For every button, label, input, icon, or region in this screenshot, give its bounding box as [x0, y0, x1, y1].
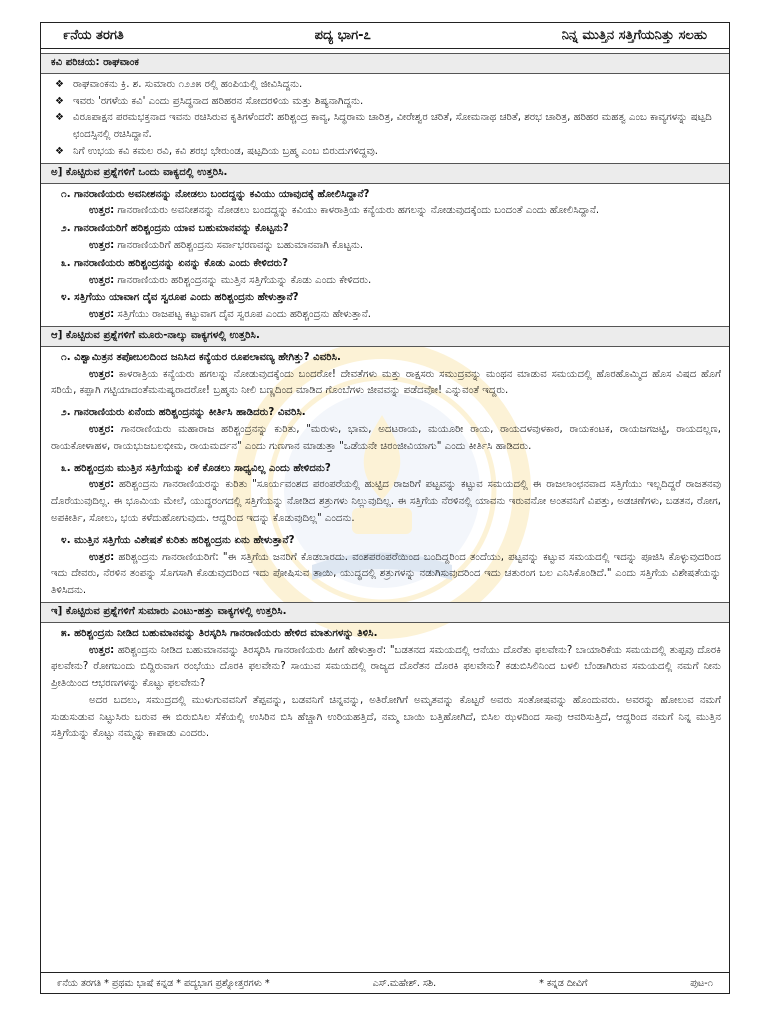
answer [51, 238, 721, 255]
answer-text: ಹರಿಶ್ಚಂದ್ರನು ಗಾನರಾಣಿಯರಿಗೆ: "ಈ ಸತ್ತಿಗೆಯ ಜನರಿಗೆ ಕೊಡಬಾರದು. ವಂಶಪರಂಪರೆಯಿಂದ ಬಂದಿದ್ದರಿಂದ ತಂದೆಯು, ಪಟ್ಟವನ್ನು ಕಟ್ಟುವ ಸಮಯದಲ್ಲಿ ಇದನ್ನು ಪೂಜಿಸಿ ಕೊಳ್ಳುವುದರಿಂದ ಇದು ದೇವರು, ನೆರಳಿನ ತಂಪನ್ನು ಸೊಗಸಾಗಿ ಕೊಡುವುದರಿಂದ ಇದು ಪೋಷಿಸುವ ತಾಯಿ, ಯುದ್ಧದಲ್ಲಿ ಶತ್ರುಗಳನ್ನು ನಡುಗಿಸುವುದರಿಂದ ಇದು ಚತುರಂಗ ಬಲ ಎನಿಸಿಕೊಂಡಿದೆ." ಎಂದು ಸತ್ತಿಗೆಯ ವಿಶೇಷತೆಯನ್ನು ತಿಳಿಸಿದನು. [51, 551, 721, 597]
question: ೩. ಗಾನರಾಣಿಯರು ಹರಿಶ್ಚಂದ್ರನನ್ನು ಏನನ್ನು ಕೊಡು ಎಂದು ಕೇಳಿದರು? [61, 257, 289, 269]
page-content [41, 49, 729, 743]
answer [51, 550, 721, 600]
lesson-title: ನಿನ್ನ ಮುತ್ತಿನ ಸತ್ತಿಗೆಯನಿತ್ತು ಸಲಹು [561, 28, 707, 43]
poet-point: ❖ ರಾಘವಾಂಕನು ಕ್ರಿ. ಶ. ಸುಮಾರು ೧೨೨೫ ರಲ್ಲಿ ಹಂಪಿಯಲ್ಲಿ ಜೀವಿಸಿದ್ದನು. [51, 77, 721, 94]
question: ೧. ಗಾನರಾಣಿಯರು ಅವನೀಶನನ್ನು ನೋಡಲು ಬಂದದ್ದನ್ನು ಕವಿಯು ಯಾವುದಕ್ಕೆ ಹೋಲಿಸಿದ್ದಾನೆ? [61, 188, 370, 200]
section-c-heading: ಇ] ಕೊಟ್ಟಿರುವ ಪ್ರಶ್ನೆಗಳಿಗೆ ಸುಮಾರು ಎಂಟು-ಹತ್ತು ವಾಕ್ಯಗಳಲ್ಲಿ ಉತ್ತರಿಸಿ. [41, 602, 729, 623]
answer [51, 477, 721, 527]
class-title: ೯ನೆಯ ತರಗತಿ [63, 28, 124, 43]
answer-label: ಉತ್ತರ: [89, 205, 115, 217]
answer-text: ಗಾನರಾಣಿಯರು ಮಹಾರಾಜ ಹರಿಶ್ಚಂದ್ರನನ್ನು ಕುರಿತು, "ಮರುಳು, ಭಾಮ, ಅದಟರಾಯ, ಮಯೂರೀ ರಾಯ, ರಾಯದಳವುಳಕಾರ, ರಾಯಕಂಟಕ, ರಾಯಜಗಜಟ್ಟಿ, ರಾಯದಲ್ಲಣ, ರಾಯಕೋಳಾಹಳ, ರಾಯಭುಜಬಲಭೀಮ, ರಾಯಮರ್ದನ" ಎಂದು ಗುಣಗಾನ ಮಾಡುತ್ತಾ "ಒಡೆಯನೇ ಚಿರಂಜೀವಿಯಾಗು" ಎಂದು ಕೀರ್ತಿಸಿ ಹಾಡಿದರು. [51, 423, 721, 452]
answer [51, 643, 721, 693]
question: ೫. ಹರಿಶ್ಚಂದ್ರನು ನೀಡಿದ ಬಹುಮಾನವನ್ನು ತಿರಸ್ಕರಿಸಿ ಗಾನರಾಣಿಯರು ಹೇಳಿದ ಮಾತುಗಳನ್ನು ತಿಳಿಸಿ. [61, 627, 378, 639]
answer [51, 367, 721, 401]
answer-label: ಉತ್ತರ: [89, 368, 115, 380]
answer [51, 307, 721, 324]
page-footer [41, 972, 729, 993]
answer-label: ಉತ್ತರ: [89, 479, 115, 491]
answer-label: ಉತ್ತರ: [89, 423, 115, 435]
worksheet-page [40, 22, 730, 994]
answer-text: ಹರಿಶ್ಚಂದ್ರನು ಗಾನರಾಣಿಯರನ್ನು ಕುರಿತು "ಸೂರ್ಯವಂಶದ ಪರಂಪರೆಯಲ್ಲಿ ಹುಟ್ಟಿದ ರಾಜರಿಗೆ ಪಟ್ಟವನ್ನು ಕಟ್ಟುವ ಸಮಯದಲ್ಲಿ ಈ ರಾಜಲಾಂಛನವಾದ ಸತ್ತಿಗೆಯು ಇಲ್ಲದಿದ್ದರೆ ರಾಜತನವು ದೊರೆಯುವುದಿಲ್ಲ. ಈ ಭೂಮಿಯ ಮೇಲೆ, ಯುದ್ಧರಂಗದಲ್ಲಿ ಸತ್ತಿಗೆಯನ್ನು ನೋಡಿದ ಶತ್ರುಗಳು ನಿಲ್ಲುವುದಿಲ್ಲ. ಈ ಸತ್ತಿಗೆಯ ನೆರಳಿನಲ್ಲಿ ಯಾವನು ಇರುವನೋ ಅಂತವನಿಗೆ ವಿಪತ್ತು, ಅಡಚಣೆಗಳು, ಬಡತನ, ರೋಗ, ಅಪಕೀರ್ತಿ, ಸೋಲು, ಭಯ ಕಳೆದುಹೋಗುವುದು. ಆದ್ದರಿಂದ ಇದನ್ನು ಕೊಡುವುದಿಲ್ಲ" ಎಂದನು. [51, 479, 721, 524]
answer-label: ಉತ್ತರ: [89, 551, 115, 563]
answer-text: ಕಾಳರಾತ್ರಿಯ ಕನ್ಯೆಯರು ಹಗಲನ್ನು ನೋಡುವುದಕ್ಕೆಂದು ಬಂದರೋ! ದೇವತೆಗಳು ಮತ್ತು ರಾಕ್ಷಸರು ಸಮುದ್ರವನ್ನು ಮಂಥನ ಮಾಡುವ ಸಮಯದಲ್ಲಿ ಹೊರಹೊಮ್ಮಿದ ಹೊಸ ವಿಷದ ಹೊಗೆ ಸರಿಯೆ, ಕಪ್ಪಾಗಿ ಗಟ್ಟಿಯಾದಂತೆಮನುಷ್ಯರಾದರೋ! ಬ್ರಹ್ಮನು ನೀಲಿ ಬಣ್ಣದಿಂದ ಮಾಡಿದ ಗೊಂಬೆಗಳು ಜೀವವನ್ನು ಪಡೆದವೋ! ಎನ್ನುವಂತೆ ಇದ್ದರು. [51, 368, 721, 397]
question: ೪. ಮುತ್ತಿನ ಸತ್ತಿಗೆಯ ವಿಶೇಷತೆ ಕುರಿತು ಹರಿಶ್ಚಂದ್ರನು ಏನು ಹೇಳುತ್ತಾನೆ? [61, 534, 295, 546]
footer-author: ಎಸ್.ಮಹೇಶ್. ಸಶಿ. [372, 977, 437, 989]
question: ೨. ಗಾನರಾಣಿಯರಿಗೆ ಹರಿಶ್ಚಂದ್ರನು ಯಾವ ಬಹುಮಾನವನ್ನು ಕೊಟ್ಟನು? [61, 223, 289, 235]
answer-label: ಉತ್ತರ: [89, 274, 115, 286]
poet-point: ❖ ನಿಗೆ ಉಭಯ ಕವಿ ಕಮಲ ರವಿ, ಕವಿ ಶರಭ ಭೇರುಂಡ, ಷಟ್ಪದಿಯ ಬ್ರಹ್ಮ ಎಂಬ ಬಿರುದುಗಳಿದ್ದವು. [51, 144, 721, 161]
answer-text: ಸತ್ತಿಗೆಯು ರಾಜಪಟ್ಟ ಕಟ್ಟುವಾಗ ದೈವ ಸ್ವರೂಪ ಎಂದು ಹರಿಶ್ಚಂದ್ರನು ಹೇಳುತ್ತಾನೆ. [117, 309, 372, 321]
poet-point: ❖ ಇವರು 'ರಗಳೆಯ ಕವಿ' ಎಂದು ಪ್ರಸಿದ್ಧನಾದ ಹರಿಹರನ ಸೋದರಳಿಯ ಮತ್ತು ಶಿಷ್ಯನಾಗಿದ್ದನು. [51, 94, 721, 111]
answer-text: ಗಾನರಾಣಿಯರಿಗೆ ಹರಿಶ್ಚಂದ್ರನು ಸರ್ವಾಭರಣವನ್ನು ಬಹುಮಾನವಾಗಿ ಕೊಟ್ಟನು. [117, 239, 364, 251]
answer [51, 203, 721, 220]
answer [51, 422, 721, 456]
footer-page-number: ಪುಟ-೧ [690, 977, 713, 989]
page-header [41, 23, 729, 49]
answer [51, 273, 721, 290]
question: ೧. ವಿಶ್ವಾಮಿತ್ರನ ತಪೋಬಲದಿಂದ ಜನಿಸಿದ ಕನ್ಯೆಯರ ರೂಪಲಾವಣ್ಯ ಹೇಗಿತ್ತು? ವಿವರಿಸಿ. [61, 351, 341, 363]
answer-text: ಹರಿಶ್ಚಂದ್ರನು ನೀಡಿದ ಬಹುಮಾನವನ್ನು ತಿರಸ್ಕರಿಸಿ ಗಾನರಾಣಿಯರು ಹೀಗೆ ಹೇಳುತ್ತಾರೆ: "ಬಡತನದ ಸಮಯದಲ್ಲಿ ಆನೆಯು ದೊರೆತು ಫಲವೇನು? ಬಾಯಾರಿಕೆಯ ಸಮಯದಲ್ಲಿ ತುಪ್ಪವು ದೊರಕಿ ಫಲವೇನು? ರೋಗಬಂದು ಬಿದ್ದಿರುವಾಗ ರಂಭೆಯು ದೊರಕಿ ಫಲವೇನು? ಸಾಯುವ ಸಮಯದಲ್ಲಿ ರಾಜ್ಯದ ದೊರೆತನ ದೊರಕಿ ಫಲವೇನು? ಕಡುಬಿಸಿಲಿನಿಂದ ಬಳಲಿ ಬೆಂಡಾಗಿರುವ ಸಮಯದಲ್ಲಿ ನಮಗೆ ನೀನು ಪ್ರೀತಿಯಿಂದ ಆಭರಣಗಳನ್ನು ಕೊಟ್ಟು ಫಲವೇನು? [51, 644, 721, 690]
poet-intro-heading: ಕವಿ ಪರಿಚಯ: ರಾಘವಾಂಕ [41, 53, 729, 74]
section-a-heading: ಅ] ಕೊಟ್ಟಿರುವ ಪ್ರಶ್ನೆಗಳಿಗೆ ಒಂದು ವಾಕ್ಯದಲ್ಲಿ ಉತ್ತರಿಸಿ. [41, 163, 729, 184]
footer-blog: * ಕನ್ನಡ ದೀವಿಗೆ [539, 977, 588, 989]
answer-text: ಗಾನರಾಣಿಯರು ಅವನೀಶನನ್ನು ನೋಡಲು ಬಂದದ್ದನ್ನು ಕವಿಯು ಕಾಳರಾತ್ರಿಯ ಕನ್ಯೆಯರು ಹಗಲನ್ನು ನೋಡುವುದಕ್ಕೆಂದು ಬಂದಂತೆ ಎಂದು ಹೋಲಿಸಿದ್ದಾನೆ. [117, 205, 600, 217]
answer-label: ಉತ್ತರ: [89, 644, 115, 656]
section-b-heading: ಆ] ಕೊಟ್ಟಿರುವ ಪ್ರಶ್ನೆಗಳಿಗೆ ಮೂರು-ನಾಲ್ಕು ವಾಕ್ಯಗಳಲ್ಲಿ ಉತ್ತರಿಸಿ. [41, 326, 729, 347]
answer-label: ಉತ್ತರ: [89, 239, 115, 251]
question: ೪. ಸತ್ತಿಗೆಯು ಯಾವಾಗ ದೈವ ಸ್ವರೂಪ ಎಂದು ಹರಿಶ್ಚಂದ್ರನು ಹೇಳುತ್ತಾನೆ? [61, 292, 299, 304]
answer-label: ಉತ್ತರ: [89, 309, 115, 321]
question: ೩. ಹರಿಶ್ಚಂದ್ರನು ಮುತ್ತಿನ ಸತ್ತಿಗೆಯನ್ನು ಏಕೆ ಕೊಡಲು ಸಾಧ್ಯವಿಲ್ಲ ಎಂದು ಹೇಳಿದನು? [61, 462, 331, 474]
answer-text: ಗಾನರಾಣಿಯರು ಹರಿಶ್ಚಂದ್ರನನ್ನು ಮುತ್ತಿನ ಸತ್ತಿಗೆಯನ್ನು ಕೊಡು ಎಂದು ಕೇಳಿದರು. [117, 274, 372, 286]
poet-point: ❖ ವಿರೂಪಾಕ್ಷನ ಪರಮಭಕ್ತನಾದ ಇವನು ರಚಿಸಿರುವ ಕೃತಿಗಳೆಂದರೆ: ಹರಿಶ್ಚಂದ್ರ ಕಾವ್ಯ, ಸಿದ್ಧರಾಮ ಚಾರಿತ್ರ, ವೀರೇಶ್ವರ ಚರಿತೆ, ಸೋಮನಾಥ ಚರಿತೆ, ಶರಭ ಚಾರಿತ್ರ, ಹರಿಹರ ಮಹತ್ವ ಎಂಬ ಕಾವ್ಯಗಳನ್ನು ಷಟ್ಪದಿ ಛಂದಸ್ಸಿನಲ್ಲಿ ರಚಿಸಿದ್ದಾನೆ. [51, 110, 721, 144]
answer-continued: ಅದರ ಬದಲು, ಸಮುದ್ರದಲ್ಲಿ ಮುಳುಗುವವನಿಗೆ ತೆಪ್ಪವನ್ನು, ಬಡವನಿಗೆ ಚಿನ್ನವನ್ನು, ಅತಿರೋಗಿಗೆ ಅಮೃತವನ್ನು ಕೊಟ್ಟರೆ ಅವರು ಸಂತೋಷವನ್ನು ಹೊಂದುವರು. ಅವರನ್ನು ಹೋಲುವ ನಮಗೆ ಸುಡುಸುಡುವ ನಿಟ್ಟುಸಿರು ಬರುವ ಈ ಬಿರುಬಿಸಿಲ ಸೆಕೆಯಲ್ಲಿ ಉಸಿರಿನ ಬಿಸಿ ಹೆಚ್ಚಾಗಿ ಉರಿಯಹತ್ತಿದೆ, ನಮ್ಮ ಬಾಯಿ ಬತ್ತಿಹೋಗಿದೆ, ಬಿಸಿಲ ಝಳದಿಂದ ಸಾವು ಆವರಿಸುತ್ತಿದೆ, ಆದ್ದರಿಂದ ನಮಗೆ ನಿನ್ನ ಮುತ್ತಿನ ಸತ್ತಿಗೆಯನ್ನು ಕೊಟ್ಟು ನಮ್ಮನ್ನು ಕಾಪಾಡು ಎಂದರು. [51, 694, 721, 740]
section-title: ಪದ್ಯ ಭಾಗ-೭ [314, 28, 371, 43]
footer-class: ೯ನೆಯ ತರಗತಿ * ಪ್ರಥಮ ಭಾಷೆ ಕನ್ನಡ * ಪದ್ಯಭಾಗ ಪ್ರಶ್ನೋತ್ತರಗಳು * [57, 977, 270, 989]
question: ೨. ಗಾನರಾಣಿಯರು ಏನೆಂದು ಹರಿಶ್ಚಂದ್ರನನ್ನು ಕೀರ್ತಿಸಿ ಹಾಡಿದರು? ವಿವರಿಸಿ. [61, 407, 306, 419]
